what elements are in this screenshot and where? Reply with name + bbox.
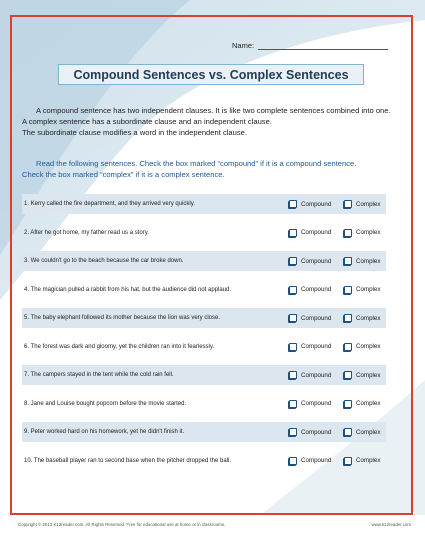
complex-label: Complex	[356, 428, 381, 436]
instructions-line-1: Read the following sentences. Check the box marked “compound” if it is a compound sentence.	[36, 159, 357, 168]
compound-label: Compound	[301, 343, 332, 350]
complex-option[interactable]	[344, 457, 380, 465]
compound-option[interactable]	[289, 457, 331, 465]
complex-option[interactable]	[344, 286, 380, 294]
sentence-text: 8. Jane and Louise bought popcorn before the movie started.	[24, 400, 187, 407]
complex-option[interactable]	[344, 257, 380, 265]
compound-checkbox[interactable]	[289, 400, 297, 408]
compound-label: Compound	[301, 257, 332, 265]
intro-line-1: A compound sentence has two independent clauses. It is like two complete sentences combined into one. A complex sentence has a subordinate clause and an independent clause.	[22, 106, 391, 126]
compound-label: Compound	[301, 428, 332, 436]
compound-label: Compound	[301, 400, 332, 407]
sentence-text: 1. Kerry called the fire department, and they arrived very quickly.	[24, 201, 195, 207]
complex-checkbox[interactable]	[344, 343, 352, 351]
complex-checkbox[interactable]	[344, 200, 352, 208]
sentence-row	[22, 194, 386, 214]
compound-checkbox[interactable]	[289, 343, 297, 351]
sentence-row	[22, 451, 386, 471]
intro-line-2: The subordinate clause modifies a word in the independent clause.	[22, 127, 248, 137]
complex-checkbox[interactable]	[344, 457, 352, 465]
compound-checkbox[interactable]	[289, 371, 297, 379]
compound-checkbox[interactable]	[289, 457, 297, 465]
compound-checkbox[interactable]	[289, 229, 297, 237]
complex-label: Complex	[356, 229, 381, 236]
complex-checkbox[interactable]	[344, 371, 352, 379]
sentence-row	[22, 280, 386, 300]
complex-label: Complex	[356, 257, 381, 265]
sentence-row	[22, 223, 386, 243]
complex-option[interactable]	[344, 200, 380, 208]
sentence-row	[22, 394, 386, 414]
compound-label: Compound	[301, 457, 332, 464]
compound-option[interactable]	[289, 257, 331, 265]
compound-label: Compound	[301, 314, 332, 322]
compound-option[interactable]	[289, 314, 331, 322]
compound-option[interactable]	[289, 400, 331, 408]
complex-label: Complex	[356, 343, 381, 350]
compound-option[interactable]	[289, 371, 331, 379]
complex-option[interactable]	[344, 400, 380, 408]
complex-checkbox[interactable]	[344, 314, 352, 322]
page-title: Compound Sentences vs. Complex Sentences	[73, 67, 349, 82]
name-label: Name:	[232, 41, 255, 50]
compound-checkbox[interactable]	[289, 314, 297, 322]
sentence-row	[22, 308, 386, 328]
complex-option[interactable]	[344, 343, 380, 351]
sentence-row	[22, 337, 386, 357]
complex-label: Complex	[356, 457, 381, 464]
compound-label: Compound	[301, 286, 332, 293]
sentence-row	[22, 422, 386, 442]
complex-label: Complex	[356, 286, 381, 293]
compound-checkbox[interactable]	[289, 257, 297, 265]
title-box	[58, 64, 364, 85]
complex-option[interactable]	[344, 371, 380, 379]
intro-text	[22, 106, 394, 138]
compound-option[interactable]	[289, 428, 331, 436]
compound-label: Compound	[301, 371, 332, 379]
compound-option[interactable]	[289, 200, 331, 208]
complex-checkbox[interactable]	[344, 229, 352, 237]
sentence-text: 6. The forest was dark and gloomy, yet the children ran into it fearlessly.	[24, 343, 215, 350]
sentence-text: 7. The campers stayed in the tent while the cold rain fell.	[24, 372, 174, 378]
sentence-text: 2. After he got home, my father read us a story.	[24, 229, 149, 236]
complex-option[interactable]	[344, 428, 380, 436]
complex-label: Complex	[356, 314, 381, 322]
complex-option[interactable]	[344, 229, 380, 237]
complex-label: Complex	[356, 200, 381, 208]
complex-checkbox[interactable]	[344, 400, 352, 408]
complex-option[interactable]	[344, 314, 380, 322]
copyright-text: Copyright © 2013 K12reader.com. All Rights Reserved. Free for educational use at home or in classrooms.	[18, 522, 226, 527]
instructions	[22, 158, 394, 180]
sentence-row	[22, 365, 386, 385]
complex-checkbox[interactable]	[344, 428, 352, 436]
compound-label: Compound	[301, 229, 332, 236]
name-line[interactable]	[258, 49, 388, 50]
sentence-text: 3. We couldn't go to the beach because the car broke down.	[24, 258, 184, 264]
complex-checkbox[interactable]	[344, 286, 352, 294]
sentence-text: 5. The baby elephant followed its mother because the lion was very close.	[24, 315, 221, 321]
site-link[interactable]: www.k12reader.com	[371, 522, 411, 527]
complex-label: Complex	[356, 371, 381, 379]
compound-label: Compound	[301, 200, 332, 208]
sentence-text: 9. Peter worked hard on his homework, yet he didn't finish it.	[24, 429, 185, 435]
sentence-row	[22, 251, 386, 271]
sentence-text: 10. The baseball player ran to second base when the pitcher dropped the ball.	[24, 457, 232, 464]
sentence-text: 4. The magician pulled a rabbit from his hat, but the audience did not applaud.	[24, 286, 232, 293]
complex-checkbox[interactable]	[344, 257, 352, 265]
compound-option[interactable]	[289, 229, 331, 237]
complex-label: Complex	[356, 400, 381, 407]
compound-checkbox[interactable]	[289, 286, 297, 294]
compound-option[interactable]	[289, 343, 331, 351]
compound-checkbox[interactable]	[289, 200, 297, 208]
compound-option[interactable]	[289, 286, 331, 294]
compound-checkbox[interactable]	[289, 428, 297, 436]
instructions-line-2: Check the box marked “complex” if it is a complex sentence.	[22, 170, 225, 179]
